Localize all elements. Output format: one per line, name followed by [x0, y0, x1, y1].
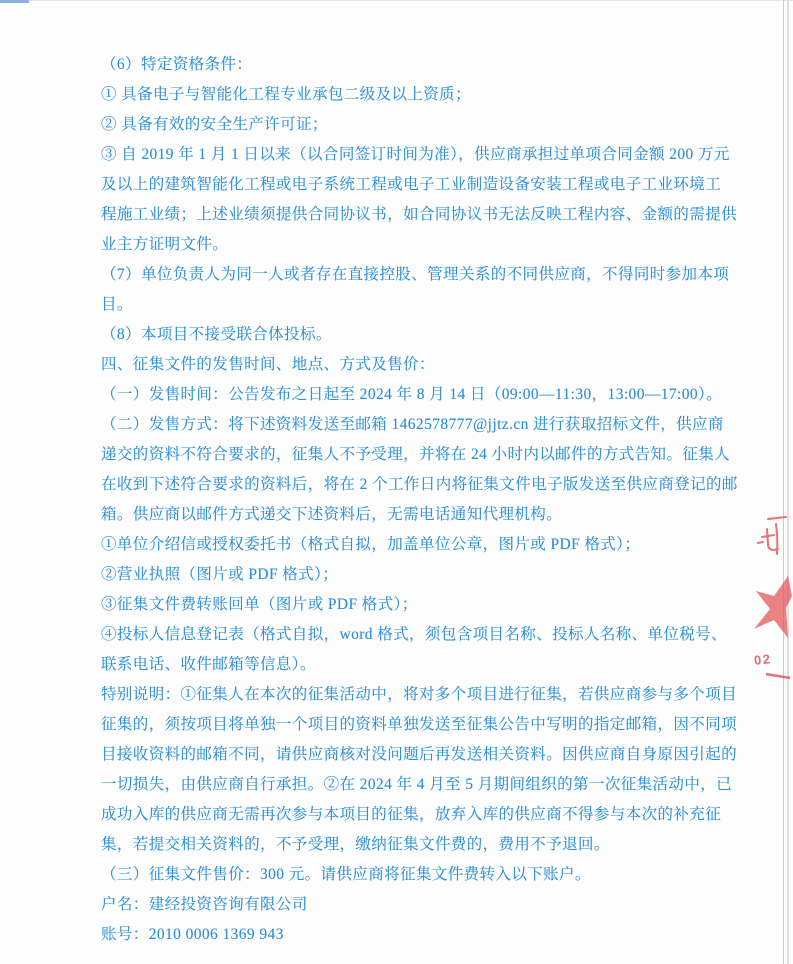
- doc-line-14: 递交的资料不符合要求的，征集人不予受理，并将在 24 小时内以邮件的方式告知。征集人: [101, 446, 731, 463]
- doc-line-12: （一）发售时间：公告发布之日起至 2024 年 8 月 14 日（09:00—11:30，13:00—17:00）。: [101, 386, 723, 403]
- doc-line-22: 特别说明：①征集人在本次的征集活动中，将对多个项目进行征集，若供应商参与多个项目: [101, 686, 738, 703]
- doc-line-23: 征集的，须按项目将单独一个项目的资料单独发送至征集公告中写明的指定邮箱，因不同项: [101, 716, 738, 733]
- doc-line-28: （三）征集文件售价：300 元。请供应商将征集文件费转入以下账户。: [101, 866, 591, 883]
- stamp-number: 02: [753, 651, 773, 668]
- document-body: [101, 50, 738, 950]
- doc-line-18: ②营业执照（图片或 PDF 格式）；: [101, 566, 339, 583]
- doc-line-19: ③征集文件费转账回单（图片或 PDF 格式）；: [101, 596, 418, 613]
- doc-line-4: ③ 自 2019 年 1 月 1 日以来（以合同签订时间为准），供应商承担过单项合同金额 200 万元: [101, 146, 730, 163]
- doc-line-5: 及以上的建筑智能化工程或电子系统工程或电子工业制造设备安装工程或电子工业环境工: [101, 176, 722, 193]
- scan-corner-mark: [0, 0, 29, 3]
- doc-line-6: 程施工业绩；上述业绩须提供合同协议书，如合同协议书无法反映工程内容、金额的需提供: [101, 206, 738, 223]
- doc-line-16: 箱。供应商以邮件方式递交下述资料后，无需电话通知代理机构。: [101, 506, 563, 523]
- doc-line-3: ② 具备有效的安全生产许可证；: [101, 116, 328, 133]
- doc-line-30: 账号：2010 0006 1369 943: [101, 926, 284, 943]
- scan-edge-line: [783, 0, 784, 964]
- doc-line-11: 四、征集文件的发售时间、地点、方式及售价：: [101, 356, 435, 373]
- doc-line-21: 联系电话、收件邮箱等信息）。: [101, 656, 316, 673]
- scan-edge-line-outer: [787, 0, 789, 964]
- scan-top-edge-line: [29, 0, 793, 1]
- doc-line-2: ① 具备电子与智能化工程专业承包二级及以上资质；: [101, 86, 471, 103]
- doc-line-10: （8）本项目不接受联合体投标。: [101, 326, 332, 343]
- doc-line-29: 户名：建经投资咨询有限公司: [101, 896, 308, 913]
- doc-line-20: ④投标人信息登记表（格式自拟，word 格式，须包含项目名称、投标人名称、单位税号、: [101, 626, 728, 643]
- doc-line-26: 成功入库的供应商无需再次参与本项目的征集，放弃入库的供应商不得参与本次的补充征: [101, 806, 722, 823]
- doc-line-13: （二）发售方式：将下述资料发送至邮箱 1462578777@jjtz.cn 进行获取招标文件，供应商: [101, 416, 724, 433]
- doc-line-1: （6）特定资格条件：: [101, 56, 253, 73]
- doc-line-8: （7）单位负责人为同一人或者存在直接控股、管理关系的不同供应商，不得同时参加本项: [101, 266, 730, 283]
- doc-line-25: 一切损失，由供应商自行承担。②在 2024 年 4 月至 5 月期间组织的第一次征集活动中，已: [101, 776, 733, 793]
- doc-line-27: 集，若提交相关资料的，不予受理，缴纳征集文件费的，费用不予退回。: [101, 836, 610, 853]
- doc-line-7: 业主方证明文件。: [101, 236, 229, 253]
- doc-line-9: 目。: [101, 296, 133, 313]
- doc-line-24: 目接收资料的邮箱不同，请供应商核对没问题后再发送相关资料。因供应商自身原因引起的: [101, 746, 738, 763]
- doc-line-17: ①单位介绍信或授权委托书（格式自拟，加盖单位公章，图片或 PDF 格式）；: [101, 536, 641, 553]
- doc-line-15: 在收到下述符合要求的资料后，将在 2 个工作日内将征集文件电子版发送至供应商登记的邮: [101, 476, 738, 493]
